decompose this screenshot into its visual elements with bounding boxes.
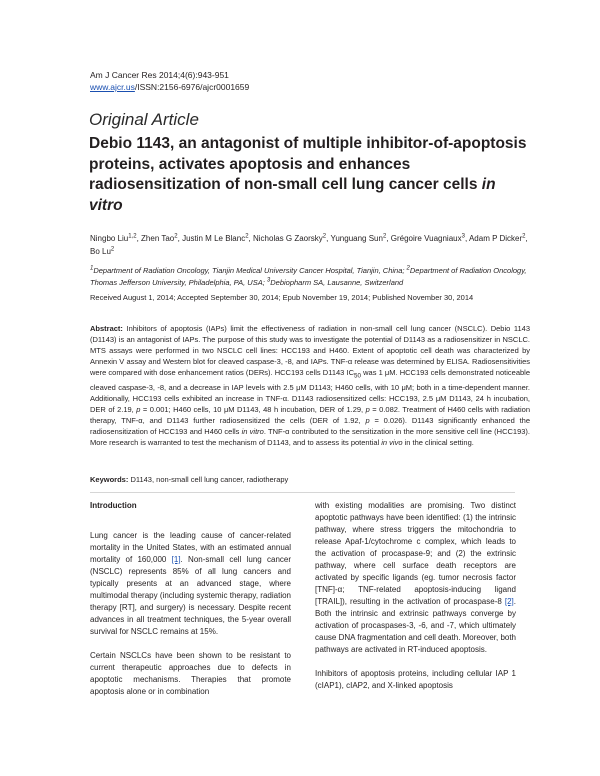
body-paragraph: Certain NSCLCs have been shown to be resistant to current therapeutic approaches due to defects in apoptotic mechanisms. Therapies that promote apoptosis alone or in combination [90,651,291,696]
abstract-label: Abstract: [90,324,123,333]
article-dates: Received August 1, 2014; Accepted September 30, 2014; Epub November 19, 2014; Published November 30, 2014 [90,293,474,302]
author-name: Nicholas G Zaorsky [253,234,323,243]
author-name: Ningbo Liu [90,234,129,243]
abstract [90,323,530,448]
author-name: Zhen Tao [141,234,175,243]
article-title-main: Debio 1143, an antagonist of multiple inhibitor-of-apoptosis proteins, activates apoptosis and enhances radiosensitization of non-small cell lung cancer cells [89,135,527,193]
body-paragraph: Inhibitors of apoptosis proteins, including cellular IAP 1 (cIAP1), cIAP2, and X-linked apoptosis [315,669,516,690]
article-type-label: Original Article [89,110,199,129]
author-list: Ningbo Liu$^{1,2}$, Zhen Tao$^2$, Justin M Le Blanc$^2$, Nicholas G Zaorsky$^2$, Yunguang Sun$^2$, Grégoire Vuagniaux$^3$, Adam P Dicker$^2$, Bo Lu$^2$ [90,233,528,256]
body-text: with existing modalities are promising. Two distinct apoptotic pathways have been identified: (1) the intrinsic pathway, where stress triggers the mitochondria to release Apaf-1/cytochrome c complex, which leads to the activation of procaspase-9; and (2) the extrinsic pathway, where cell surface death receptors are activated by specific ligands (eg. tumor necrosis factor [TNF]-α; TNF-related apoptosis-inducing ligand [TRAIL]), resulting in the activation of procaspase-8 [315,501,516,606]
journal-citation: Am J Cancer Res 2014;4(6):943-951 [90,70,229,80]
author-affil-mark: 1,2 [128,233,137,240]
author-name: Adam P Dicker [468,234,523,243]
abstract-text: = 0.001; H460 cells, 10 μM D1143, 48 h incubation, DER of 1.29, [140,404,366,414]
body-paragraph [90,530,291,638]
author-name: Grégoire Vuagniaux [390,234,462,243]
abstract-text: Inhibitors of apoptosis (IAPs) limit the effectiveness of radiation in non-small cell lung cancer (NSCLC). Debio 1143 (D1143) is an antagonist of IAPs. The purpose of this study was to investigate the potential of D1143 as a radiosensitizer in NSCLC. MTS assays were performed in two NSCLC cell lines: HCC193 and H460. Extent of apoptotic cell death was characterized by Annexin V assay and Western blot for cleaved caspase-3, -8, and IAPs. TNF-α release was determined by ELISA. Radiosensitivities were compared with dose enhancement ratios (DERs). HCC193 cells D1143 IC [90,324,530,377]
reference-link[interactable]: [2] [504,597,514,606]
affiliations [90,265,530,288]
author-affil-mark: 2 [245,233,249,240]
reference-link[interactable]: [1] [171,555,181,564]
article-title [89,134,529,216]
author-affil-mark: 2 [174,233,178,240]
body-column-left [90,500,291,710]
abstract-text: = 0.082. Treatment of H460 cells with radiation therapy, TNF-α, and D1143 further radiosensitized the cells (DER of 1.92, [90,404,530,425]
keywords-text: D1143, non-small cell lung cancer, radiotherapy [130,475,289,484]
affiliation-text: Department of Radiation Oncology, Tianjin Medical University Cancer Hospital, Tianjin, China; [93,266,407,275]
author-affil-mark: 2 [322,233,327,240]
author-affil-mark: 2 [522,233,526,240]
author-affil-mark: 2 [382,233,387,240]
introduction-heading: Introduction [90,501,137,510]
journal-url-link[interactable]: www.ajcr.us [90,82,135,92]
affil-mark: 2 [406,265,410,272]
abstract-text: = 0.026). D1143 significantly enhanced the radiosensitization of HCC193 and H460 cells [90,415,530,436]
journal-id-line [90,81,249,93]
journal-header [90,69,249,93]
author-affil-mark: 2 [110,246,115,253]
abstract-p-symbol: p [136,404,141,414]
abstract-in-vitro: in vitro [241,426,264,436]
body-paragraph [315,500,516,656]
body-text: . Both the intrinsic and extrinsic pathways converge by activation of procaspases-3, -6, and -7, which ultimately cause DNA fragmentation and cell death. Moreover, both pathways are activated in RT-induced apoptosis. [315,597,517,654]
abstract-text: . TNF-α contributed to the sensitization in the more sensitive cell line (HCC193). More research is warranted to test the mechanism of D1143, and to assess its potential [90,426,531,447]
body-column-right [315,500,516,704]
abstract-ic50-subscript: 50 [354,372,361,380]
abstract-text: in the clinical setting. [402,437,474,447]
abstract-text: was 1 μM. HCC193 cells demonstrated noticeable cleaved caspase-3, -8, and a decrease in IAP levels with 2.5 μM D1143; H460 cells, with 10 μM; both in a time-dependent manner. Additionally, HCC193 cells exhibited an increase in TNF-α. D1143 radiosensitized cells: HCC193, 2.5 μM D1143, 24 h incubation, DER of 2.19, [90,368,530,414]
affil-mark: 1 [90,265,94,272]
affiliation-text: Department of Radiation Oncology, Thomas Jefferson University, Philadelphia, PA, USA; [90,266,527,287]
article-title-italic: in vitro [89,176,496,214]
journal-issn: /ISSN:2156-6976/ajcr0001659 [134,82,250,92]
body-text: Lung cancer is the leading cause of cancer-related mortality in the United States, with an estimated annual mortality of 160,000 [90,531,291,564]
author-name: Yunguang Sun [330,234,383,243]
section-divider [90,492,515,493]
affiliation-text: Debiopharm SA, Lausanne, Switzerland [270,277,404,287]
keywords-label: Keywords: [90,475,129,484]
abstract-p-symbol: p [365,404,370,414]
abstract-p-symbol: p [365,415,370,425]
author-name: Justin M Le Blanc [182,234,246,243]
author-affil-mark: 3 [461,233,465,240]
body-text: . Non-small cell lung cancer (NSCLC) represents 85% of all lung cancers and typically presents at an advanced stage, where multimodal therapy (including systemic therapy, radiation therapy [RT], and surgery) is necessary. Despite recent advances in all treatment techniques, the 5-year overall survival for NSCLC remains at 15%. [90,555,292,636]
keywords [90,474,530,485]
affil-mark: 3 [266,277,271,283]
author-name: Bo Lu [90,247,111,256]
abstract-in-vivo: in vivo [381,437,403,447]
